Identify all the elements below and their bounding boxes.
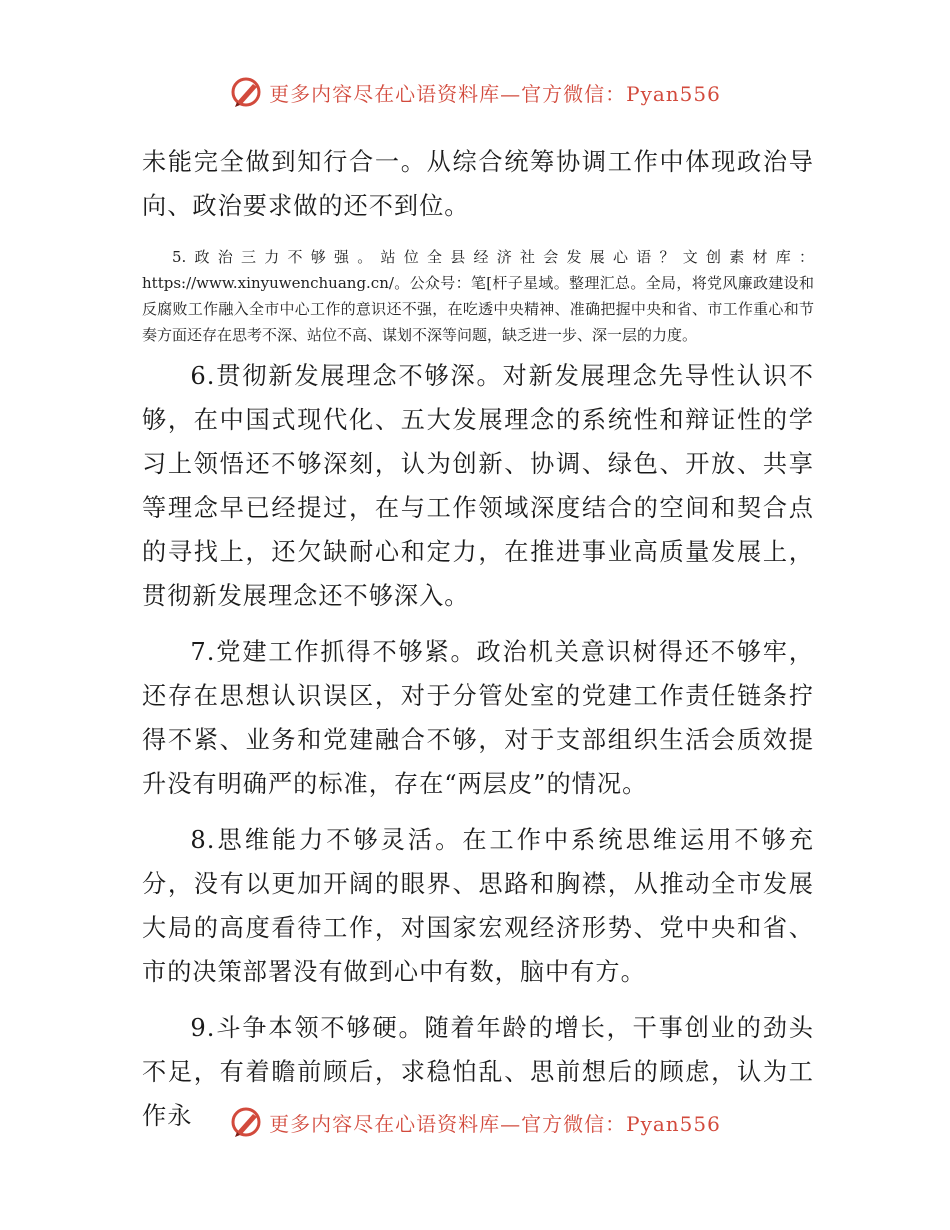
- paragraph-item-7: 7.党建工作抓得不够紧。政治机关意识树得还不够牢，还存在思想认识误区，对于分管处室的党建工作责任链条拧得不紧、业务和党建融合不够，对于支部组织生活会质效提升没有明确严的标准，存在“两层皮”的情况。: [142, 638, 814, 798]
- paragraph-item-6: 6.贯彻新发展理念不够深。对新发展理念先导性认识不够，在中国式现代化、五大发展理念的系统性和辩证性的学习上领悟还不够深刻，认为创新、协调、绿色、开放、共享等理念早已经提过，在与工作领域深度结合的空间和契合点的寻找上，还欠缺耐心和定力，在推进事业高质量发展上，贯彻新发展理念还不够深入。: [142, 362, 814, 610]
- pen-logo-icon: [229, 1105, 263, 1139]
- paragraph-item-9: 9.斗争本领不够硬。随着年龄的增长，干事创业的劲头不足，有着瞻前顾后，求稳怕乱、思前想后的顾虑，认为工作永: [142, 1014, 814, 1130]
- paragraph-item-5: 5.政治三力不够强。站位全县经济社会发展心语？文创素材库：https://www.xinyuwenchuang.cn/。公众号：笔[杆子星域。整理汇总。全局，将党风廉政建设和反腐败工作融入全市中心工作的意识还不强，在吃透中央精神、准确把握中央和省、市工作重心和节奏方面还存在思考不深、站位不高、谋划不深等问题，缺乏进一步、深一层的力度。: [142, 248, 814, 344]
- footer-banner-text: 更多内容尽在心语资料库—官方微信：Pyan556: [269, 1111, 721, 1136]
- header-banner: [0, 70, 950, 114]
- footer-banner: [0, 1100, 950, 1144]
- header-banner-text: 更多内容尽在心语资料库—官方微信：Pyan556: [269, 81, 721, 106]
- paragraph-intro: 未能完全做到知行合一。从综合统筹协调工作中体现政治导向、政治要求做的还不到位。: [142, 148, 814, 220]
- document-body: [142, 140, 814, 1138]
- pen-logo-icon: [229, 75, 263, 109]
- paragraph-item-8: 8.思维能力不够灵活。在工作中系统思维运用不够充分，没有以更加开阔的眼界、思路和胸襟，从推动全市发展大局的高度看待工作，对国家宏观经济形势、党中央和省、市的决策部署没有做到心中有数，脑中有方。: [142, 826, 814, 986]
